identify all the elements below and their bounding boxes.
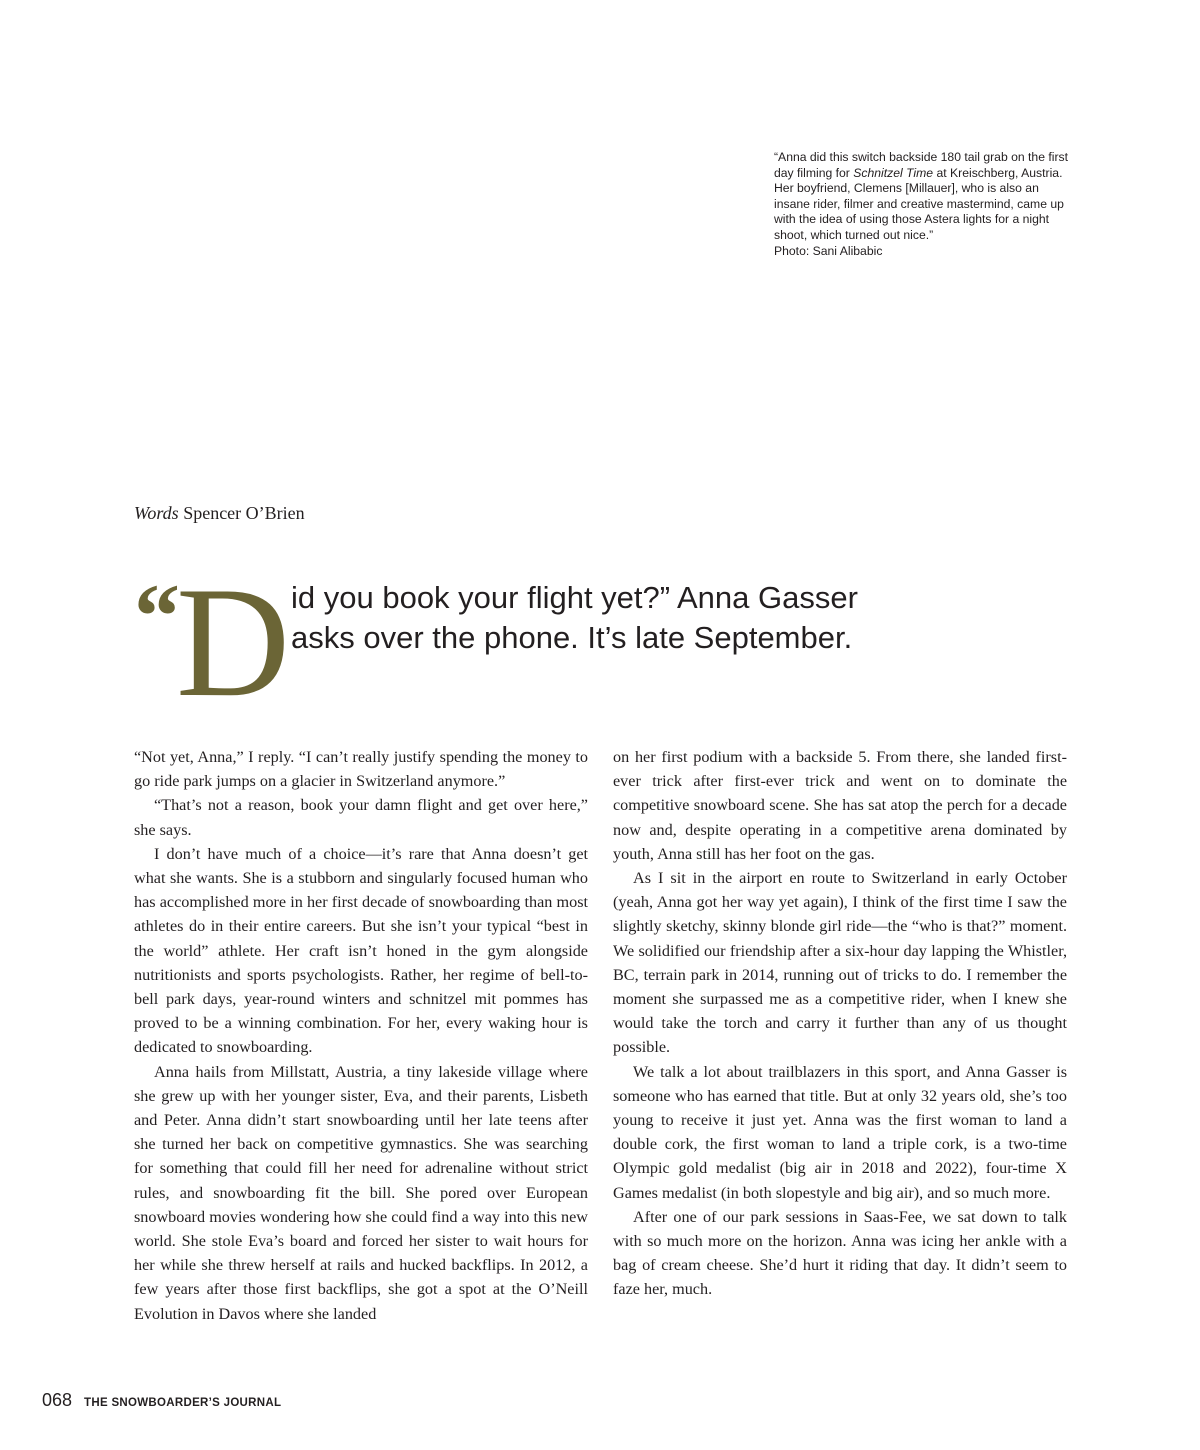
photo-caption [774, 150, 1070, 259]
caption-film-title: Schnitzel Time [853, 165, 934, 180]
body-column-left [134, 745, 588, 1326]
lead-line-2: asks over the phone. It’s late September. [291, 620, 853, 655]
byline-author: Spencer O’Brien [183, 503, 305, 523]
body-paragraph: I don’t have much of a choice—it’s rare that Anna doesn’t get what she wants. She is a stubborn and singularly focused human who has accomplished more in her first decade of snowboarding than most athletes do in their entire careers. But she isn’t your typical “best in the world” athlete. Her craft isn’t honed in the gym alongside nutritionists and sports psychologists. Rather, her regime of bell-to-bell park days, year-round winters and schnitzel mit pommes has proved to be a winning combination. For her, every waking hour is dedicated to snowboarding. [134, 844, 588, 1057]
byline [134, 503, 305, 524]
drop-cap [134, 555, 294, 730]
page-number: 068 [42, 1390, 73, 1410]
body-column-right [613, 745, 1067, 1302]
drop-cap-quote-mark: “ [134, 565, 180, 667]
body-paragraph: on her first podium with a backside 5. From there, she landed first-ever trick after first-ever trick and went on to dominate the competitive snowboard scene. She has sat atop the perch for a decade now and, despite operating in a competitive arena dominated by youth, Anna still has her foot on the gas. [613, 748, 1067, 863]
photo-credit: Photo: Sani Alibabic [774, 243, 883, 258]
body-paragraph: Anna hails from Millstatt, Austria, a tiny lakeside village where she grew up with her younger sister, Eva, and their parents, Lisbeth and Peter. Anna didn’t start snowboarding until her late teens after she turned her back on competitive gymnastics. She was searching for something that could fill her need for adrenaline without strict rules, and snowboarding fit the bill. She pored over European snowboard movies wondering how she could find a way into this new world. She stole Eva’s board and forced her sister to wait hours for her while she threw herself at rails and hucked backflips. In 2012, a few years after those first backflips, she got a spot at the O’Neill Evolution in Davos where she landed [134, 1062, 588, 1323]
lead-line-1: id you book your flight yet?” Anna Gasser [291, 580, 858, 615]
page-footer [42, 1390, 281, 1411]
body-paragraph: “That’s not a reason, book your damn flight and get over here,” she says. [134, 796, 588, 839]
caption-text [774, 150, 1070, 244]
byline-label: Words [134, 503, 179, 523]
body-paragraph: As I sit in the airport en route to Switzerland in early October (yeah, Anna got her way yet again), I think of the first time I saw the slightly sketchy, skinny blonde girl ride—the “who is that?” moment. We solidified our friendship after a six-hour day lapping the Whistler, BC, terrain park in 2014, running out of tricks to do. I remember the moment she surpassed me as a competitive rider, when I knew she would take the torch and carry it further than any of us thought possible. [613, 869, 1067, 1057]
drop-cap-letter: D [176, 555, 291, 730]
caption-text-start: “Anna did this switch backside 180 tail grab on the first day filming for [774, 150, 1069, 180]
caption-text-end: at Kreischberg, Austria. Her boyfriend, Clemens [Millauer], who is also an insane rider, filmer and creative mastermind, came up with the idea of using those Astera lights for a night shoot, which turned out nice.” [774, 165, 1064, 242]
body-paragraph: After one of our park sessions in Saas-Fee, we sat down to talk with so much more on the horizon. Anna was icing her ankle with a bag of cream cheese. She’d hurt it riding that day. It didn’t seem to faze her, much. [613, 1207, 1067, 1299]
body-paragraph: “Not yet, Anna,” I reply. “I can’t really justify spending the money to go ride park jumps on a glacier in Switzerland anymore.” [134, 748, 588, 791]
body-paragraph: We talk a lot about trailblazers in this sport, and Anna Gasser is someone who has earned that title. But at only 32 years old, she’s too young to receive it just yet. Anna was the first woman to land a double cork, the first woman to land a triple cork, is a two-time Olympic gold medalist (big air in 2018 and 2022), four-time X Games medalist (in both slopestyle and big air), and so much more. [613, 1062, 1067, 1202]
publication-name: THE SNOWBOARDER’S JOURNAL [84, 1397, 282, 1409]
lead-paragraph [291, 578, 991, 658]
